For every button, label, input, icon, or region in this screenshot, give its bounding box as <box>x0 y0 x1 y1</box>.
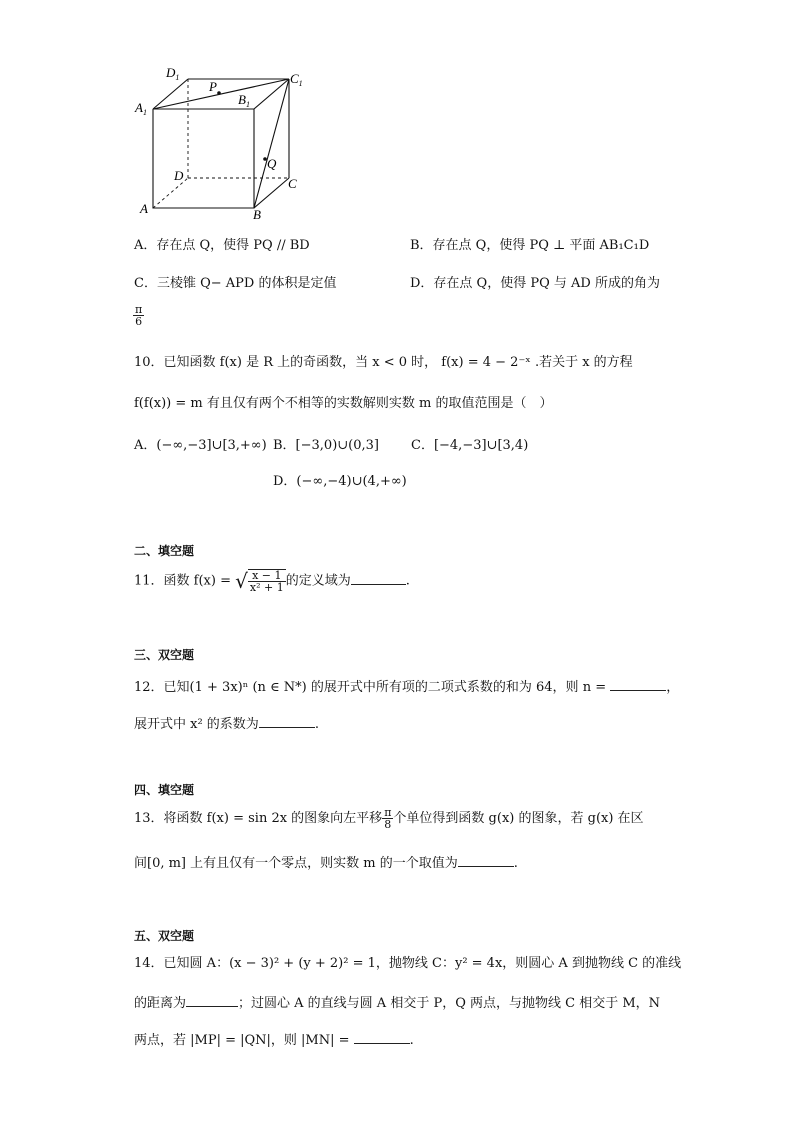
q14-line1: 14．已知圆 A：(x − 3)² + (y + 2)² = 1，抛物线 C：y² = 4x，则圆心 A 到抛物线 C 的准线 <box>134 956 682 971</box>
diagonal-BC1 <box>254 79 289 208</box>
q11-suffix: 的定义域为 <box>285 573 351 589</box>
q13-line1-a: 13．将函数 f(x) = sin 2x 的图象向左平移 <box>134 811 383 826</box>
q9-option-c: C．三棱锥 Q− APD 的体积是定值 <box>134 276 337 291</box>
q12-line2: 展开式中 x² 的系数为 . <box>134 713 319 734</box>
q14-line3: 两点，若 |MP| = |QN|，则 |MN| = . <box>134 1029 414 1050</box>
q14-answer-blank-2[interactable] <box>354 1029 410 1044</box>
q13-answer-blank[interactable] <box>458 852 514 867</box>
q13-shift-denominator: 8 <box>384 818 392 831</box>
sqrt-sign: √ <box>235 569 248 593</box>
label-A1: $A_1$ <box>135 100 147 117</box>
q11: 11．函数 f(x) = √ $\frac{x - 1}{\text{x² + 1}}$ 的定义域为 . <box>134 569 410 594</box>
q10-line2: f(f(x)) = m 有且仅有两个不相等的实数解则实数 m 的取值范围是（ ） <box>134 396 553 411</box>
q10-option-b: B．[−3,0)∪(0,3] <box>273 438 379 453</box>
cube-figure <box>130 64 320 224</box>
label-B: B <box>253 207 261 222</box>
q12-line2-text: 展开式中 x² 的系数为 <box>134 717 259 732</box>
q12-line1 <box>134 676 679 697</box>
label-B1: $B_1$ <box>238 92 250 109</box>
diagonal-A1C1 <box>153 79 289 109</box>
q12-answer-blank-2[interactable] <box>259 713 315 728</box>
q14-line2 <box>134 992 660 1013</box>
edge-A1D1 <box>153 79 188 109</box>
q11-answer-blank[interactable] <box>351 570 406 585</box>
q10-option-c: C．[−4,−3]∪[3,4) <box>411 438 529 453</box>
q14-line2-a: 的距离为 <box>134 996 187 1011</box>
q14-answer-blank-1[interactable] <box>186 992 238 1007</box>
q11-numerator: x − 1 <box>248 570 286 582</box>
q10-option-a: A．(−∞,−3]∪[3,+∞) <box>134 438 267 453</box>
q11-prefix: 11．函数 f(x) = <box>134 573 236 589</box>
q9-option-d-fraction <box>133 304 144 327</box>
q13-line2-text: 间[0, m] 上有且仅有一个零点，则实数 m 的一个取值为 <box>134 856 458 871</box>
point-P <box>217 91 221 95</box>
section-2-title: 二、填空题 <box>134 544 195 558</box>
section-5-title: 五、双空题 <box>134 929 195 943</box>
label-C: C <box>288 176 297 191</box>
q12-line1-text: 12．已知(1 + 3x)ⁿ (n ∈ N*) 的展开式中所有项的二项式系数的和为 64，则 n = <box>134 680 611 695</box>
section-4-title: 四、填空题 <box>134 783 195 797</box>
q14-line3-text: 两点，若 |MP| = |QN|，则 |MN| = <box>134 1033 354 1048</box>
q13-shift-numerator: π <box>384 806 392 819</box>
label-P: P <box>209 79 217 94</box>
edge-BC <box>254 178 289 208</box>
label-D1: $D_1$ <box>166 65 180 82</box>
q9-fraction-numerator: π <box>135 303 143 316</box>
q10-line1: 10．已知函数 f(x) 是 R 上的奇函数，当 x < 0 时， f(x) = 4 − 2⁻ˣ .若关于 x 的方程 <box>134 355 633 370</box>
q9-option-b: B．存在点 Q，使得 PQ ⊥ 平面 AB₁C₁D <box>410 238 650 253</box>
label-D: D <box>174 168 184 183</box>
label-A: A <box>140 201 148 216</box>
q9-option-d: D．存在点 Q，使得 PQ 与 AD 所成的角为 <box>410 276 660 291</box>
q14-line2-b: ；过圆心 A 的直线与圆 A 相交于 P，Q 两点，与抛物线 C 相交于 M，N <box>238 996 661 1011</box>
q12-line1-suffix: ， <box>666 680 680 695</box>
q10-option-d: D．(−∞,−4)∪(4,+∞) <box>273 474 407 489</box>
label-C1: $C_1$ <box>290 71 303 88</box>
label-Q: Q <box>267 156 277 171</box>
q13-line1 <box>134 806 644 832</box>
q13-line1-b: 个单位得到函数 g(x) 的图象，若 g(x) 在区 <box>393 811 644 826</box>
q13-line2: 间[0, m] 上有且仅有一个零点，则实数 m 的一个取值为 . <box>134 852 518 873</box>
q11-denominator: x² + 1 <box>249 581 284 594</box>
q12-answer-blank-1[interactable] <box>610 676 666 691</box>
q9-fraction-denominator: 6 <box>135 315 143 328</box>
section-3-title: 三、双空题 <box>134 648 195 662</box>
front-face <box>153 109 254 208</box>
q9-option-a: A．存在点 Q，使得 PQ // BD <box>134 238 310 253</box>
edge-B1C1 <box>254 79 289 109</box>
